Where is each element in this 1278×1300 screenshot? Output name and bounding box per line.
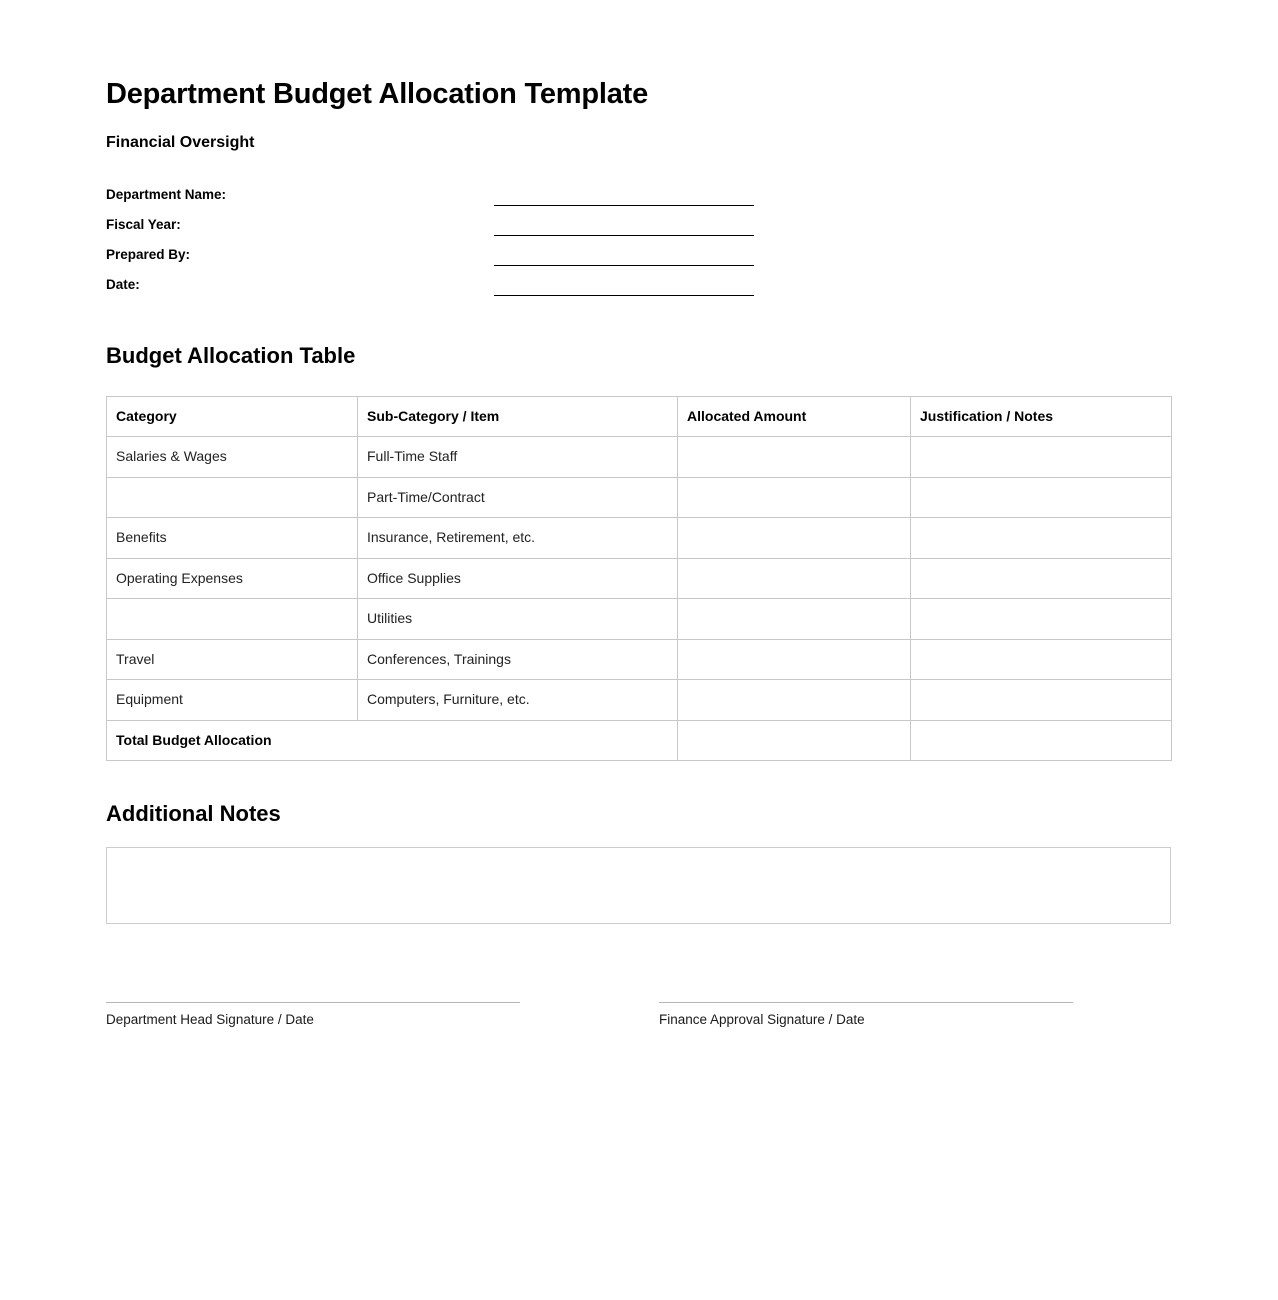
cell-subcategory: Computers, Furniture, etc. xyxy=(358,680,678,721)
column-header-justification: Justification / Notes xyxy=(911,396,1172,437)
table-row xyxy=(107,639,1172,680)
cell-total-label: Total Budget Allocation xyxy=(107,720,678,761)
signature-area xyxy=(106,1002,1172,1028)
cell-category: Operating Expenses xyxy=(107,558,358,599)
input-date[interactable] xyxy=(494,295,754,296)
cell-total-justification[interactable] xyxy=(911,720,1172,761)
input-department-name[interactable] xyxy=(494,205,754,206)
page-subtitle: Financial Oversight xyxy=(106,134,255,152)
column-header-subcategory: Sub-Category / Item xyxy=(358,396,678,437)
table-header xyxy=(107,396,1172,437)
cell-category: Equipment xyxy=(107,680,358,721)
signature-block-finance-approval xyxy=(659,1002,1073,1028)
column-header-category: Category xyxy=(107,396,358,437)
cell-justification[interactable] xyxy=(911,558,1172,599)
cell-category xyxy=(107,477,358,518)
cell-justification[interactable] xyxy=(911,518,1172,559)
additional-notes-box[interactable] xyxy=(106,847,1171,924)
table-row-total xyxy=(107,720,1172,761)
table-body xyxy=(107,437,1172,761)
cell-category xyxy=(107,599,358,640)
cell-subcategory: Utilities xyxy=(358,599,678,640)
table-row xyxy=(107,599,1172,640)
cell-subcategory: Office Supplies xyxy=(358,558,678,599)
cell-justification[interactable] xyxy=(911,639,1172,680)
cell-justification[interactable] xyxy=(911,477,1172,518)
signature-caption-department-head: Department Head Signature / Date xyxy=(106,1011,314,1027)
cell-subcategory: Insurance, Retirement, etc. xyxy=(358,518,678,559)
cell-category: Salaries & Wages xyxy=(107,437,358,478)
signature-caption-finance-approval: Finance Approval Signature / Date xyxy=(659,1011,865,1027)
additional-notes-heading: Additional Notes xyxy=(106,801,281,827)
cell-justification[interactable] xyxy=(911,680,1172,721)
meta-row-fiscal-year xyxy=(106,215,1172,245)
cell-allocated-amount[interactable] xyxy=(678,558,911,599)
cell-allocated-amount[interactable] xyxy=(678,437,911,478)
page-title: Department Budget Allocation Template xyxy=(106,78,649,110)
cell-justification[interactable] xyxy=(911,437,1172,478)
cell-allocated-amount[interactable] xyxy=(678,599,911,640)
meta-row-department-name xyxy=(106,185,1172,215)
table-row xyxy=(107,558,1172,599)
table-row xyxy=(107,437,1172,478)
cell-subcategory: Part-Time/Contract xyxy=(358,477,678,518)
budget-allocation-table xyxy=(106,396,1172,762)
label-department-name: Department Name: xyxy=(106,186,227,202)
meta-row-prepared-by xyxy=(106,245,1172,275)
cell-allocated-amount[interactable] xyxy=(678,477,911,518)
table-row xyxy=(107,680,1172,721)
signature-line-department-head[interactable] xyxy=(106,1002,520,1003)
label-prepared-by: Prepared By: xyxy=(106,246,191,262)
cell-subcategory: Full-Time Staff xyxy=(358,437,678,478)
table-header-row xyxy=(107,396,1172,437)
input-fiscal-year[interactable] xyxy=(494,235,754,236)
meta-row-date xyxy=(106,275,1172,305)
cell-category: Benefits xyxy=(107,518,358,559)
cell-justification[interactable] xyxy=(911,599,1172,640)
cell-allocated-amount[interactable] xyxy=(678,639,911,680)
budget-table-wrapper xyxy=(106,396,1172,762)
cell-subcategory: Conferences, Trainings xyxy=(358,639,678,680)
signature-block-department-head xyxy=(106,1002,520,1028)
label-fiscal-year: Fiscal Year: xyxy=(106,216,181,232)
signature-line-finance-approval[interactable] xyxy=(659,1002,1073,1003)
budget-table-heading: Budget Allocation Table xyxy=(106,342,356,368)
column-header-allocated-amount: Allocated Amount xyxy=(678,396,911,437)
table-row xyxy=(107,518,1172,559)
cell-category: Travel xyxy=(107,639,358,680)
table-row xyxy=(107,477,1172,518)
input-prepared-by[interactable] xyxy=(494,265,754,266)
cell-allocated-amount[interactable] xyxy=(678,518,911,559)
label-date: Date: xyxy=(106,276,140,292)
cell-total-allocated-amount[interactable] xyxy=(678,720,911,761)
meta-fields-block xyxy=(106,185,1172,305)
cell-allocated-amount[interactable] xyxy=(678,680,911,721)
